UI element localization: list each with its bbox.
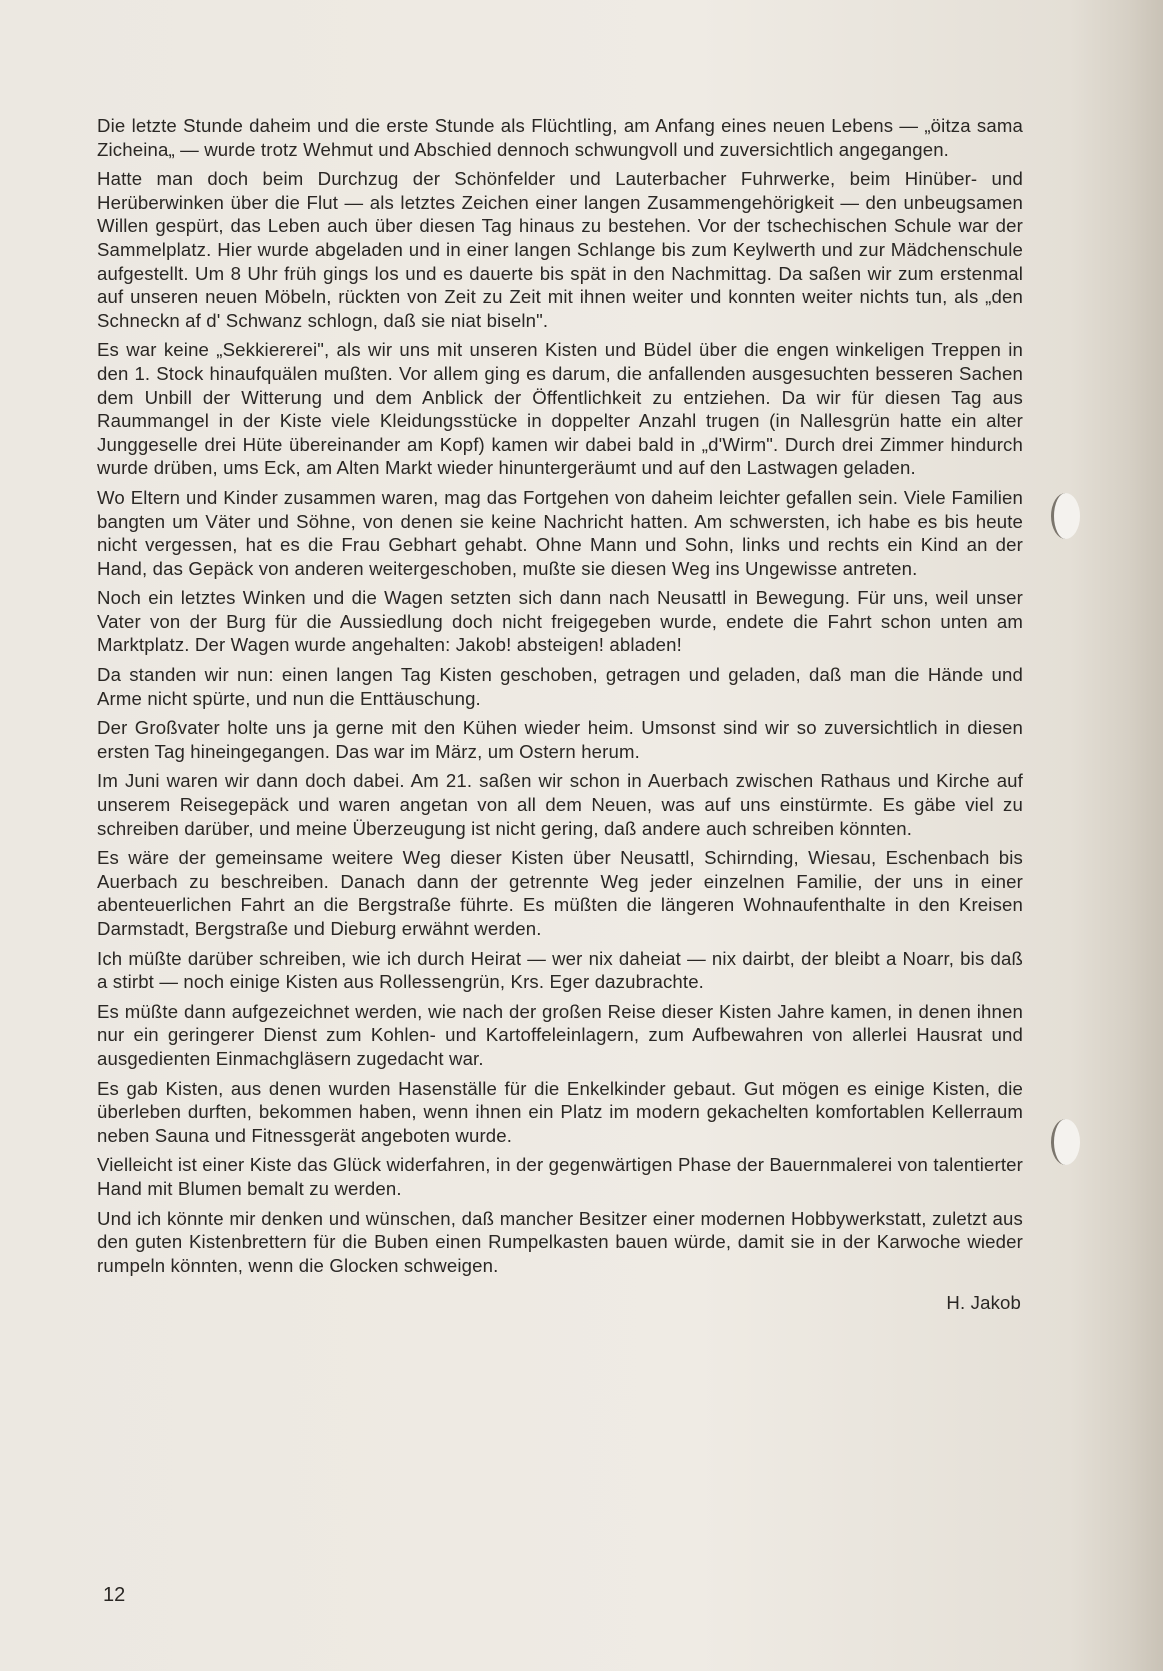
paragraph: Die letzte Stunde daheim und die erste Stunde als Flüchtling, am Anfang eines neuen Lebens — „öitza sama Zicheina„ — wurde trotz Wehmut und Abschied dennoch schwungvoll und zuversichtlich angegangen. — [97, 115, 1023, 160]
paragraph: Ich müßte darüber schreiben, wie ich durch Heirat — wer nix daheiat — nix dairbt, der bleibt a Noarr, bis daß a stirbt — noch einige Kisten aus Rollessengrün, Krs. Eger dazubrachte. — [97, 947, 1023, 993]
paragraph: Es müßte dann aufgezeichnet werden, wie nach der großen Reise dieser Kisten Jahre kamen, in denen ihnen nur ein geringerer Dienst zum Kohlen- und Kartoffeleinlagern, zum Aufbewahren von allerlei Hausrat und ausgedienten Einmachgläsern zugedacht war. — [97, 1000, 1023, 1069]
article-body — [97, 114, 1023, 1314]
paragraph: Noch ein letztes Winken und die Wagen setzten sich dann nach Neusattl in Bewegung. Für uns, weil unser Vater von der Burg für die Aussiedlung doch nicht freigegeben wurde, endete die Fahrt schon unten am Marktplatz. Der Wagen wurde angehalten: Jakob! absteigen! abladen! — [97, 587, 1023, 656]
paragraph: Es gab Kisten, aus denen wurden Hasenställe für die Enkelkinder gebaut. Gut mögen es einige Kisten, die überleben durften, bekommen haben, wenn ihnen ein Platz im modern gekachelten komfortablen Kellerraum neben Sauna und Fitnessgerät angeboten wurde. — [97, 1077, 1023, 1146]
final-paragraph: Und ich könnte mir denken und wünschen, daß mancher Besitzer einer modernen Hobbywerkstatt, zuletzt aus den guten Kistenbrettern für die Buben einen Rumpelkasten bauen würde, damit sie in der Karwoche wieder rumpeln könnten, wenn die Glocken schweigen. — [97, 1207, 1023, 1276]
paragraph: Im Juni waren wir dann doch dabei. Am 21. saßen wir schon in Auerbach zwischen Rathaus und Kirche auf unserem Reisegepäck und waren angetan von all dem Neuen, was auf uns einstürmte. Es gäbe viel zu schreiben darüber, und meine Überzeugung ist nicht gering, daß andere auch schreiben könnten. — [97, 770, 1023, 839]
paragraph: Es war keine „Sekkiererei", als wir uns mit unseren Kisten und Büdel über die engen winkeligen Treppen in den 1. Stock hinaufquälen mußten. Vor allem ging es darum, die anfallenden ausgesuchten besseren Sachen dem Unbill der Witterung und dem Anblick der Öffentlichkeit zu entziehen. Da wir für diesen Tag aus Raummangel in der Kiste viele Kleidungsstücke in doppelter Anzahl trugen (in Nallesgrün hatte ein alter Junggeselle drei Hüte übereinander am Kopf) kamen wir dabei bald in „d'Wirm". Durch drei Zimmer hindurch wurde drüben, ums Eck, am Alten Markt wieder hinuntergeräumt und auf den Lastwagen geladen. — [97, 339, 1023, 479]
paragraph: Es wäre der gemeinsame weitere Weg dieser Kisten über Neusattl, Schirnding, Wiesau, Eschenbach bis Auerbach zu beschreiben. Danach dann der getrennte Weg jeder einzelnen Familie, der uns in einer abenteuerlichen Fahrt an die Bergstraße führte. Es müßten die längeren Wohnaufenthalte in den Kreisen Darmstadt, Bergstraße und Dieburg erwähnt werden. — [97, 847, 1023, 939]
paragraph: Wo Eltern und Kinder zusammen waren, mag das Fortgehen von daheim leichter gefallen sein. Viele Familien bangten um Väter und Söhne, von denen sie keine Nachricht hatten. Am schwersten, ich habe es bis heute nicht vergessen, hat es die Frau Gebhart gehabt. Ohne Mann und Sohn, links und rechts ein Kind an der Hand, das Gepäck von anderen weitergeschoben, mußte sie diesen Weg ins Ungewisse antreten. — [97, 486, 1023, 579]
signoff — [97, 1283, 1023, 1314]
author-name: H. Jakob — [946, 1292, 1021, 1314]
paragraph: Da standen wir nun: einen langen Tag Kisten geschoben, getragen und geladen, daß man die Hände und Arme nicht spürte, und nun die Enttäuschung. — [97, 664, 1023, 709]
binder-hole-top — [1051, 493, 1080, 539]
paragraph: Hatte man doch beim Durchzug der Schönfelder und Lauterbacher Fuhrwerke, beim Hinüber- und Herüberwinken über die Flut — als letztes Zeichen einer langen Zusammengehörigkeit — den unbeugsamen Willen gespürt, das Leben auch über diesen Tag hinaus zu bestehen. Vor der tschechischen Schule war der Sammelplatz. Hier wurde abgeladen und in einer langen Schlange bis zum Keylwerth und zur Mädchenschule aufgestellt. Um 8 Uhr früh gings los und es dauerte bis spät in den Nachmittag. Da saßen wir zum erstenmal auf unseren neuen Möbeln, rückten von Zeit zu Zeit mit ihnen weiter und konnten weiter nichts tun, als „den Schneckn af d' Schwanz schlogn, daß sie niat biseln". — [97, 168, 1023, 331]
paragraph: Der Großvater holte uns ja gerne mit den Kühen wieder heim. Umsonst sind wir so zuversichtlich in diesen ersten Tag hineingegangen. Das war im März, um Ostern herum. — [97, 717, 1023, 762]
binder-hole-bottom — [1051, 1119, 1080, 1165]
page-number: 12 — [103, 1584, 126, 1606]
paragraph: Vielleicht ist einer Kiste das Glück widerfahren, in der gegenwärtigen Phase der Bauernmalerei von talentierter Hand mit Blumen bemalt zu werden. — [97, 1154, 1023, 1199]
